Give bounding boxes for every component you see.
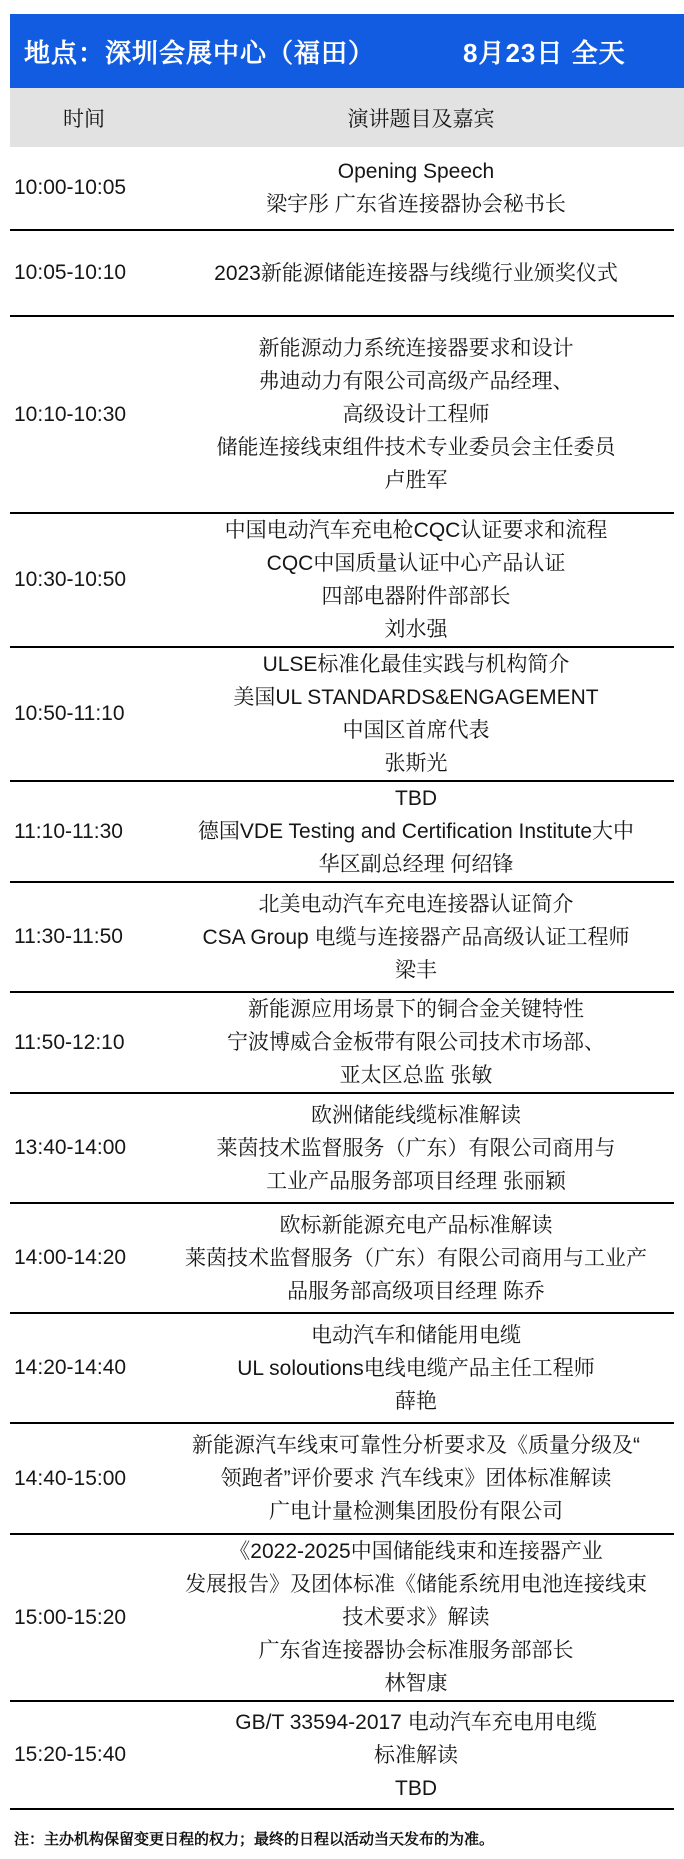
topic-line: 领跑者”评价要求 汽车线束》团体标准解读: [220, 1467, 612, 1490]
topic-line: 德国VDE Testing and Certification Institute大中: [197, 820, 635, 843]
event-header-bar: [10, 14, 684, 88]
table-row: [10, 317, 674, 514]
topic-line: 薛艳: [395, 1389, 437, 1413]
topic-line: 宁波博威合金板带有限公司技术市场部、: [227, 1031, 605, 1054]
topic-line: 中国区首席代表: [342, 719, 490, 742]
table-row: [10, 648, 674, 782]
topic-cell: [158, 1319, 674, 1418]
time-cell: 14:20-14:40: [14, 1356, 127, 1379]
topic-cell: [158, 155, 674, 221]
topic-line: 中国电动汽车充电枪CQC认证要求和流程: [224, 519, 608, 542]
time-cell: 10:00-10:05: [14, 176, 127, 199]
topic-line: 四部电器附件部部长: [321, 585, 511, 608]
topic-line: 张斯光: [384, 752, 448, 775]
table-row: [10, 514, 674, 648]
topic-line: 莱茵技术监督服务（广东）有限公司商用与工业产: [185, 1246, 647, 1270]
topic-cell: [158, 1429, 674, 1528]
topic-line: CQC中国质量认证中心产品认证: [266, 552, 566, 575]
topic-line: 弗迪动力有限公司高级产品经理、: [258, 370, 574, 393]
topic-line: 技术要求》解读: [342, 1606, 490, 1629]
topic-line: 电动汽车和储能用电缆: [311, 1323, 521, 1347]
topic-line: 新能源动力系统连接器要求和设计: [258, 337, 574, 360]
date-label: 8月23日 全天: [463, 37, 626, 68]
time-cell: 15:20-15:40: [14, 1743, 127, 1766]
topic-line: TBD: [395, 1776, 437, 1800]
topic-line: Opening Speech: [337, 160, 495, 183]
topic-line: CSA Group 电缆与连接器产品高级认证工程师: [202, 925, 630, 949]
topic-line: 工业产品服务部项目经理 张丽颖: [266, 1169, 566, 1193]
time-cell: 11:10-11:30: [14, 819, 123, 843]
table-row: [10, 147, 674, 231]
topic-cell: [158, 648, 674, 780]
topic-line: 广电计量检测集团股份有限公司: [269, 1500, 563, 1523]
topic-line: 新能源汽车线束可靠性分析要求及《质量分级及“: [192, 1434, 640, 1457]
topic-cell: [158, 257, 674, 290]
footer-note: 注：主办机构保留变更日程的权力；最终的日程以活动当天发布的为准。: [14, 1831, 495, 1848]
topic-cell: [158, 332, 674, 497]
table-row: [10, 1314, 674, 1424]
time-column-header: 时间: [63, 107, 105, 131]
topic-cell: [158, 1535, 674, 1700]
topic-line: TBD: [395, 787, 437, 810]
table-row: [10, 782, 674, 883]
time-cell: 10:05-10:10: [14, 261, 127, 284]
table-row: [10, 993, 674, 1094]
table-row: [10, 1535, 674, 1702]
table-row: [10, 1702, 674, 1810]
topic-line: 发展报告》及团体标准《储能系统用电池连接线束: [185, 1573, 647, 1596]
topic-cell: [158, 1209, 674, 1308]
topic-cell: [158, 993, 674, 1092]
topic-line: 梁丰: [395, 958, 437, 982]
time-cell: 14:40-15:00: [14, 1466, 127, 1490]
topic-line: GB/T 33594-2017 电动汽车充电用电缆: [235, 1710, 597, 1734]
topic-line: 卢胜军: [384, 469, 448, 492]
topic-line: 高级设计工程师: [342, 403, 490, 426]
time-cell: 11:50-12:10: [14, 1030, 125, 1054]
topic-line: 《2022-2025中国储能线束和连接器产业: [229, 1540, 603, 1563]
topic-line: ULSE标准化最佳实践与机构简介: [262, 653, 570, 676]
topic-line: 北美电动汽车充电连接器认证简介: [258, 892, 574, 916]
table-row: [10, 1204, 674, 1314]
topic-line: 亚太区总监 张敏: [339, 1064, 493, 1087]
topic-cell: [158, 782, 674, 881]
topic-line: 储能连接线束组件技术专业委员会主任委员: [216, 436, 616, 459]
topic-cell: [158, 1099, 674, 1198]
topic-line: 林智康: [384, 1672, 448, 1695]
time-cell: 13:40-14:00: [14, 1136, 127, 1159]
time-cell: 10:10-10:30: [14, 402, 127, 426]
topic-column-header: 演讲题目及嘉宾: [347, 107, 495, 131]
location-label: 地点：深圳会展中心（福田）: [24, 37, 376, 68]
topic-line: 莱茵技术监督服务（广东）有限公司商用与: [216, 1136, 616, 1160]
topic-cell: [158, 1706, 674, 1805]
topic-line: 华区副总经理 何绍锋: [318, 853, 514, 876]
table-column-header: [10, 88, 684, 147]
time-cell: 14:00-14:20: [14, 1246, 127, 1269]
topic-line: 2023新能源储能连接器与线缆行业颁奖仪式: [214, 261, 618, 285]
topic-line: 美国UL STANDARDS&ENGAGEMENT: [233, 686, 599, 709]
topic-line: 梁宇彤 广东省连接器协会秘书长: [266, 193, 566, 216]
topic-line: 欧标新能源充电产品标准解读: [279, 1213, 553, 1237]
time-cell: 10:50-11:10: [14, 702, 125, 725]
topic-cell: [158, 514, 674, 646]
time-cell: 10:30-10:50: [14, 568, 127, 591]
topic-line: UL soloutions电线电缆产品主任工程师: [237, 1356, 595, 1380]
time-cell: 15:00-15:20: [14, 1605, 127, 1629]
topic-line: 欧洲储能线缆标准解读: [311, 1103, 521, 1127]
table-row: [10, 1094, 674, 1204]
time-cell: 11:30-11:50: [14, 925, 123, 948]
topic-line: 新能源应用场景下的铜合金关键特性: [248, 998, 584, 1021]
table-row: [10, 883, 674, 993]
topic-line: 品服务部高级项目经理 陈乔: [287, 1279, 545, 1303]
topic-line: 广东省连接器协会标准服务部部长: [258, 1639, 574, 1662]
topic-line: 刘水强: [384, 618, 448, 641]
topic-line: 标准解读: [374, 1743, 458, 1767]
schedule-table: [10, 147, 674, 1810]
table-row: [10, 1424, 674, 1535]
topic-cell: [158, 888, 674, 987]
table-row: [10, 231, 674, 317]
